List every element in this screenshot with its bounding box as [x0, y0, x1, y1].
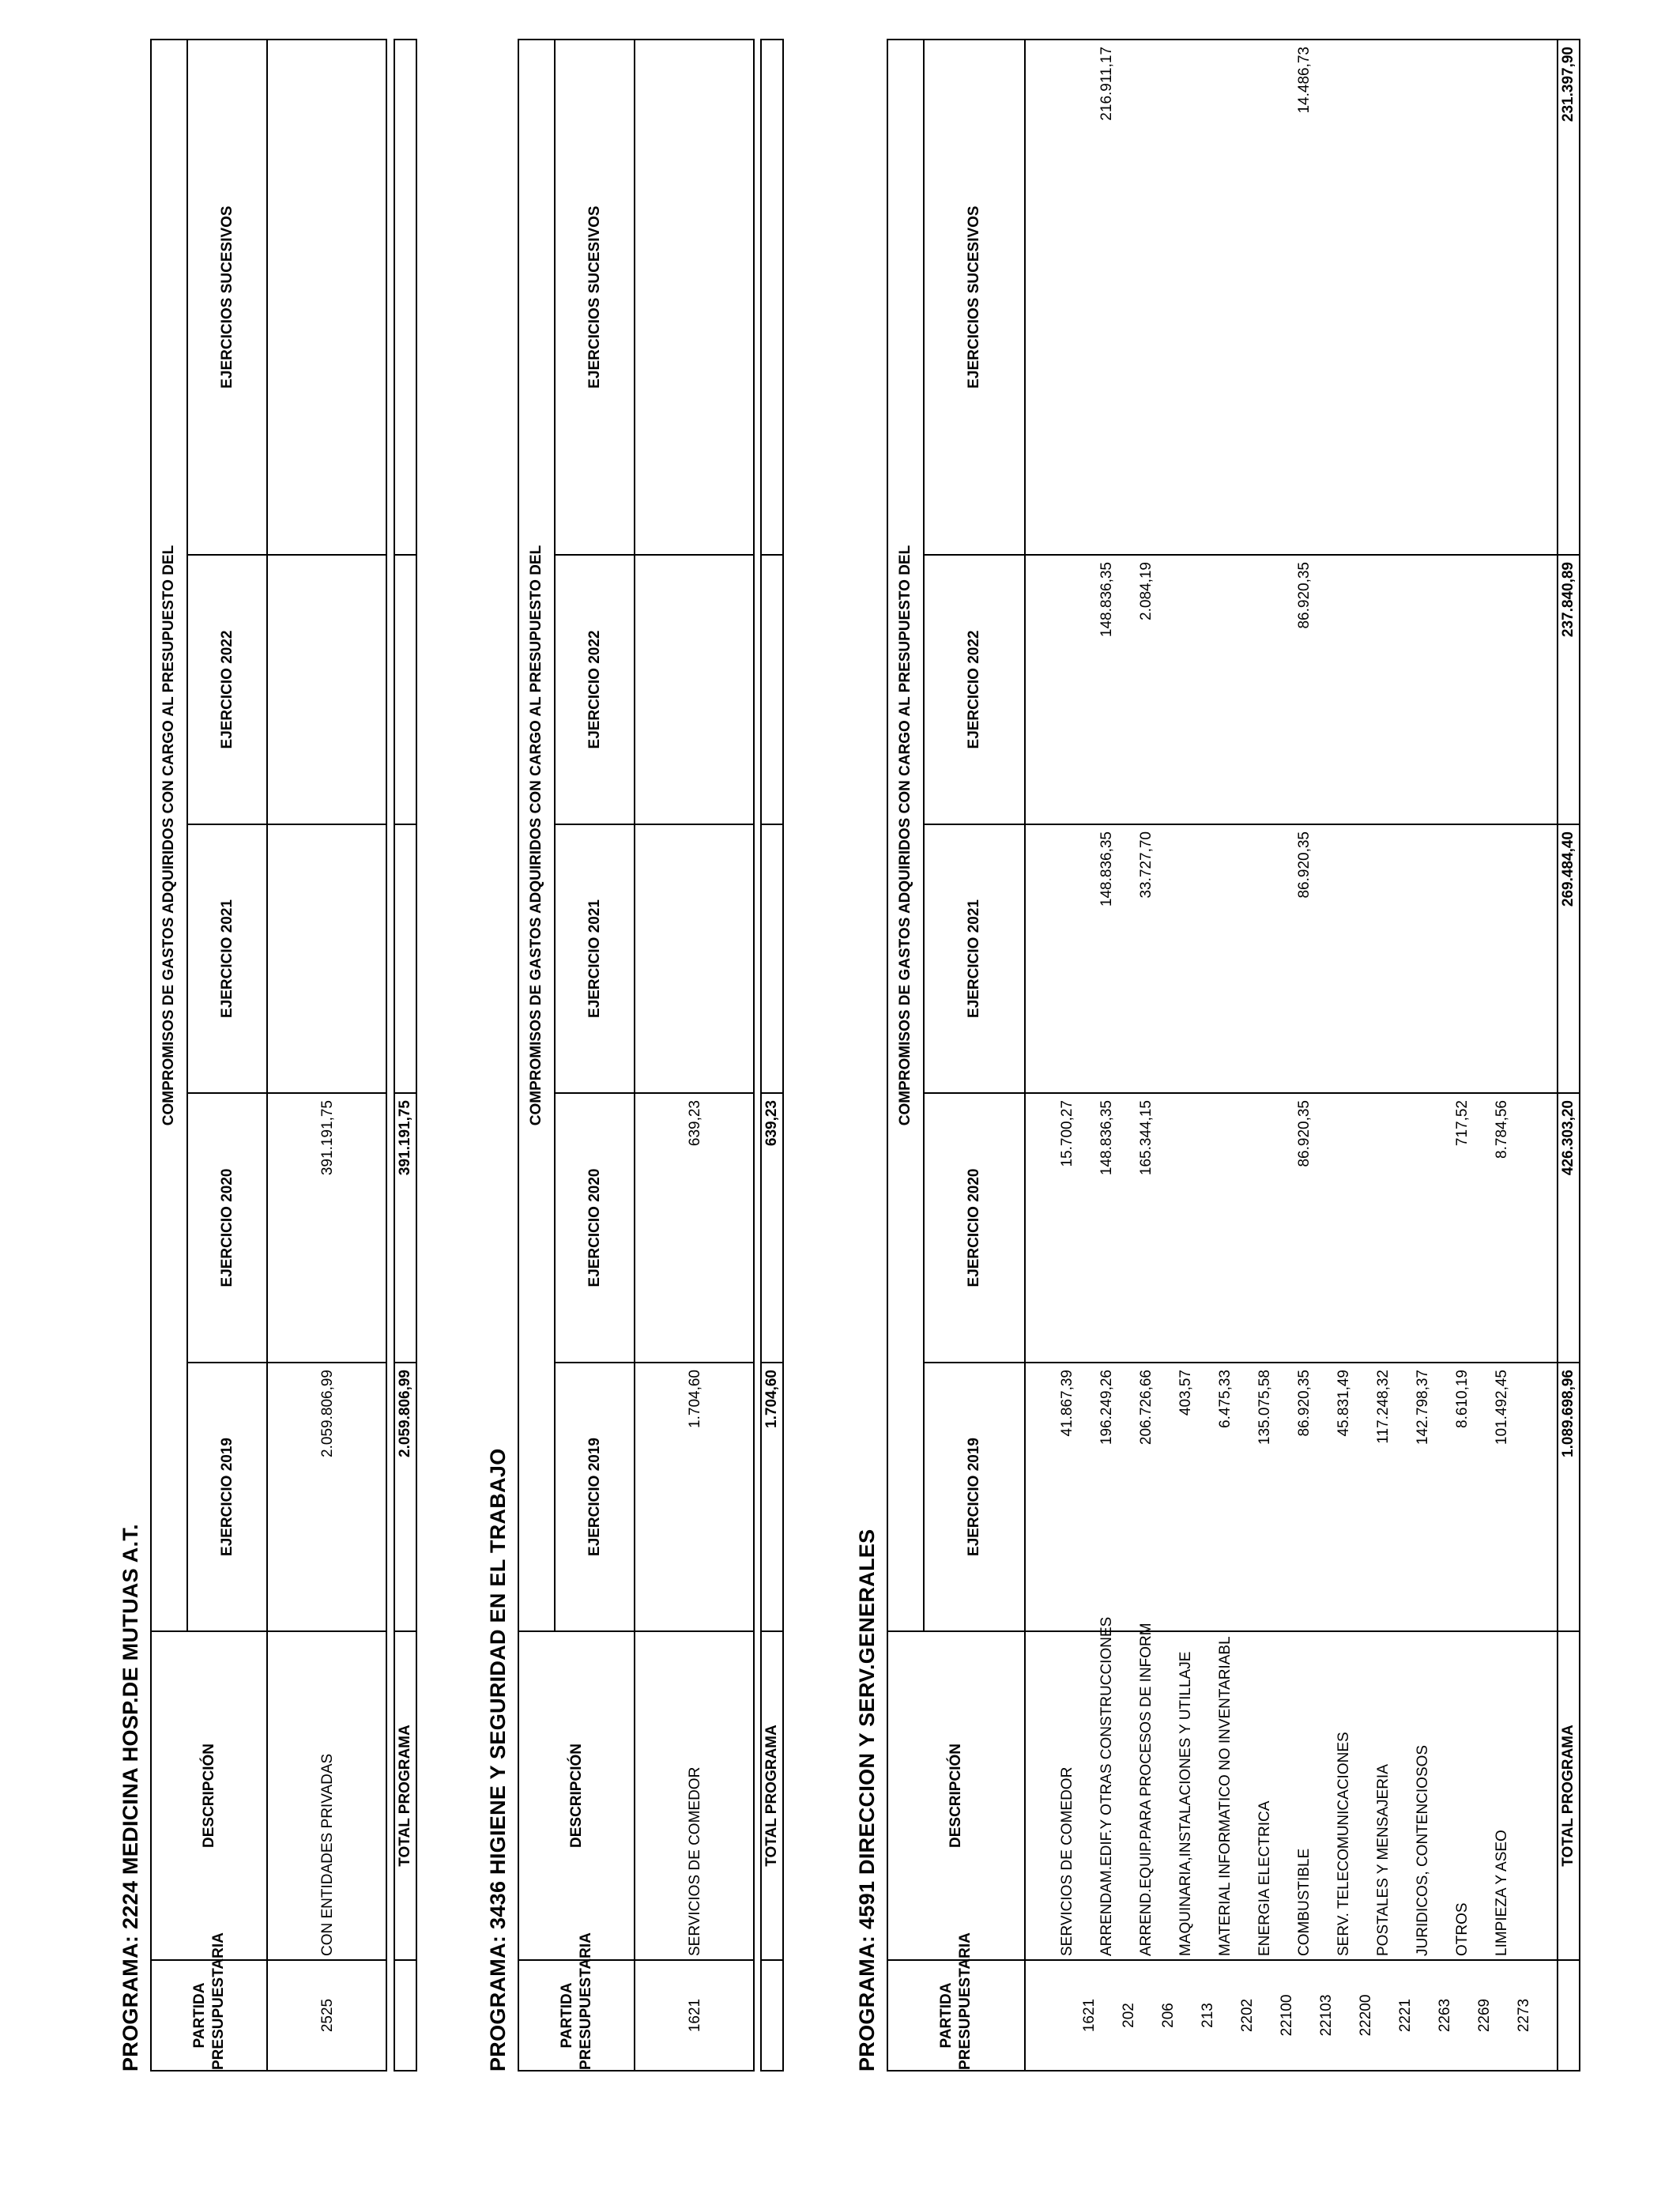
value-2019: 117.248,32 — [1375, 1370, 1392, 1444]
value-2019: 8.610,19 — [1454, 1370, 1471, 1428]
total-2020: 639,23 — [761, 1093, 783, 1363]
group-header: COMPROMISOS DE GASTOS ADQUIRIDOS CON CARGO AL PRESUPUESTO DEL — [887, 40, 924, 1631]
total-2021 — [761, 824, 783, 1093]
ejercicio-2019-header: EJERCICIO 2019 — [555, 1363, 635, 1631]
total-2019: 1.704,60 — [761, 1363, 783, 1631]
ejercicios-sucesivos-header: EJERCICIOS SUCESIVOS — [924, 40, 1025, 555]
value-2019: 86.920,35 — [1296, 1370, 1313, 1437]
value-sucesivos: 216.911,17 — [1098, 47, 1115, 121]
value-2020: 639,23 — [686, 1100, 703, 1147]
total-row — [761, 40, 783, 2071]
row-description: ARRENDAM.EDIF.Y OTRAS CONSTRUCCIONES — [1098, 1616, 1115, 1956]
row-description: SERVICIOS DE COMEDOR — [1059, 1766, 1075, 1956]
descripcion-header: DESCRIPCIÓN — [887, 1631, 1025, 1960]
row-description: ARREND.EQUIP.PARA PROCESOS DE INFORM — [1138, 1623, 1155, 1956]
value-2019: 6.475,33 — [1217, 1370, 1234, 1428]
table-row — [267, 40, 386, 2071]
partida-code: 2273 — [1516, 1998, 1532, 2033]
row-description: SERV. TELECOMUNICACIONES — [1335, 1732, 1352, 1956]
row-description: MATERIAL INFORMATICO NO INVENTARIABL — [1217, 1636, 1234, 1956]
ejercicio-2020-header: EJERCICIO 2020 — [555, 1093, 635, 1363]
ejercicio-2019-header: EJERCICIO 2019 — [187, 1363, 267, 1631]
group-header: COMPROMISOS DE GASTOS ADQUIRIDOS CON CARGO AL PRESUPUESTO DEL — [518, 40, 555, 1631]
descripcion-header: DESCRIPCIÓN — [518, 1631, 635, 1960]
ejercicios-sucesivos-header: EJERCICIOS SUCESIVOS — [187, 40, 267, 555]
total-label: TOTAL PROGRAMA — [761, 1631, 783, 1960]
partida-header: PARTIDA PRESUPUESTARIA — [518, 1960, 635, 2071]
value-sucesivos: 14.486,73 — [1296, 47, 1313, 114]
row-description: JURIDICOS, CONTENCIOSOS — [1414, 1744, 1431, 1956]
partida-code: 22200 — [1358, 1994, 1374, 2037]
value-2020: 717,52 — [1454, 1100, 1471, 1147]
value-2020: 8.784,56 — [1494, 1100, 1510, 1159]
total-table — [394, 39, 417, 2071]
partida-code: 2221 — [1397, 1998, 1414, 2033]
value-2020: 148.836,35 — [1098, 1100, 1115, 1176]
partida-code: 202 — [1121, 2003, 1137, 2028]
value-2019: 45.831,49 — [1335, 1370, 1352, 1437]
value-2019: 206.726,66 — [1138, 1370, 1155, 1446]
value-2021: 86.920,35 — [1296, 831, 1313, 899]
program-table — [150, 39, 387, 2071]
total-table — [760, 39, 784, 2071]
partida-code: 1621 — [1081, 1998, 1098, 2033]
program-title: PROGRAMA: 2224 MEDICINA HOSP.DE MUTUAS A.T. — [119, 1524, 142, 2071]
value-2019: 2.059.806,99 — [318, 1370, 336, 1457]
total-2021 — [394, 824, 416, 1093]
total-label: TOTAL PROGRAMA — [394, 1631, 416, 1960]
row-description: MAQUINARIA,INSTALACIONES Y UTILLAJE — [1177, 1651, 1194, 1956]
value-2020: 165.344,15 — [1138, 1100, 1155, 1176]
total-2019: 2.059.806,99 — [394, 1363, 416, 1631]
value-2020: 15.700,27 — [1059, 1100, 1075, 1167]
partida-code: 213 — [1200, 2003, 1216, 2028]
row-description: COMBUSTIBLE — [1296, 1848, 1313, 1956]
value-2022: 86.920,35 — [1296, 562, 1313, 629]
total-row — [394, 40, 416, 2071]
value-2019: 41.867,39 — [1059, 1370, 1075, 1437]
ejercicio-2021-header: EJERCICIO 2021 — [924, 824, 1025, 1093]
partida-code: 2269 — [1476, 1998, 1493, 2033]
row-description: ENERGIA ELECTRICA — [1256, 1800, 1273, 1956]
value-2020: 391.191,75 — [318, 1100, 336, 1176]
partida-code: 22100 — [1279, 1994, 1295, 2037]
row-description: CON ENTIDADES PRIVADAS — [318, 1753, 336, 1956]
value-2021: 33.727,70 — [1138, 831, 1155, 899]
total-2020: 391.191,75 — [394, 1093, 416, 1363]
ejercicio-2020-header: EJERCICIO 2020 — [924, 1093, 1025, 1363]
partida-code: 22103 — [1318, 1994, 1335, 2037]
value-2019: 101.492,45 — [1494, 1370, 1510, 1446]
row-description: SERVICIOS DE COMEDOR — [686, 1766, 703, 1956]
ejercicio-2019-header: EJERCICIO 2019 — [924, 1363, 1025, 1631]
value-2020: 86.920,35 — [1296, 1100, 1313, 1167]
row-description: LIMPIEZA Y ASEO — [1494, 1830, 1510, 1956]
total-2019: 1.089.698,96 — [1558, 1363, 1580, 1631]
value-2022: 2.084,19 — [1138, 562, 1155, 620]
row-description: OTROS — [1454, 1902, 1471, 1956]
partida-code: 1621 — [686, 1998, 703, 2033]
total-sucesivos: 231.397,90 — [1558, 40, 1580, 555]
partida-code: 206 — [1160, 2003, 1177, 2028]
value-2021: 148.836,35 — [1098, 831, 1115, 907]
table-row — [635, 40, 754, 2071]
partida-code: 2263 — [1437, 1998, 1453, 2033]
total-2022 — [394, 555, 416, 824]
ejercicio-2022-header: EJERCICIO 2022 — [187, 555, 267, 824]
table-body — [1025, 40, 1558, 2071]
row-description: POSTALES Y MENSAJERIA — [1375, 1764, 1392, 1956]
total-row — [1558, 40, 1580, 2071]
total-2022: 237.840,89 — [1558, 555, 1580, 824]
group-header: COMPROMISOS DE GASTOS ADQUIRIDOS CON CARGO AL PRESUPUESTO DEL — [151, 40, 187, 1631]
value-2019: 142.798,37 — [1414, 1370, 1431, 1446]
partida-header: PARTIDA PRESUPUESTARIA — [887, 1960, 1025, 2071]
ejercicios-sucesivos-header: EJERCICIOS SUCESIVOS — [555, 40, 635, 555]
program-title: PROGRAMA: 4591 DIRECCION Y SERV.GENERALES — [855, 1529, 879, 2071]
value-2019: 1.704,60 — [686, 1370, 703, 1428]
total-label: TOTAL PROGRAMA — [1558, 1631, 1580, 1960]
partida-code: 2525 — [318, 1998, 336, 2033]
value-2022: 148.836,35 — [1098, 562, 1115, 638]
value-2019: 196.249,26 — [1098, 1370, 1115, 1446]
total-2021: 269.484,40 — [1558, 824, 1580, 1093]
total-sucesivos — [761, 40, 783, 555]
total-2022 — [761, 555, 783, 824]
program-table — [518, 39, 755, 2071]
value-2019: 135.075,58 — [1256, 1370, 1273, 1446]
partida-header: PARTIDA PRESUPUESTARIA — [151, 1960, 267, 2071]
ejercicio-2020-header: EJERCICIO 2020 — [187, 1093, 267, 1363]
descripcion-header: DESCRIPCIÓN — [151, 1631, 267, 1960]
program-table — [887, 39, 1580, 2071]
ejercicio-2022-header: EJERCICIO 2022 — [555, 555, 635, 824]
ejercicio-2021-header: EJERCICIO 2021 — [187, 824, 267, 1093]
total-2020: 426.303,20 — [1558, 1093, 1580, 1363]
partida-code: 2202 — [1239, 1998, 1256, 2033]
ejercicio-2021-header: EJERCICIO 2021 — [555, 824, 635, 1093]
total-sucesivos — [394, 40, 416, 555]
ejercicio-2022-header: EJERCICIO 2022 — [924, 555, 1025, 824]
value-2019: 403,57 — [1177, 1370, 1194, 1416]
program-title: PROGRAMA: 3436 HIGIENE Y SEGURIDAD EN EL TRABAJO — [486, 1448, 510, 2071]
